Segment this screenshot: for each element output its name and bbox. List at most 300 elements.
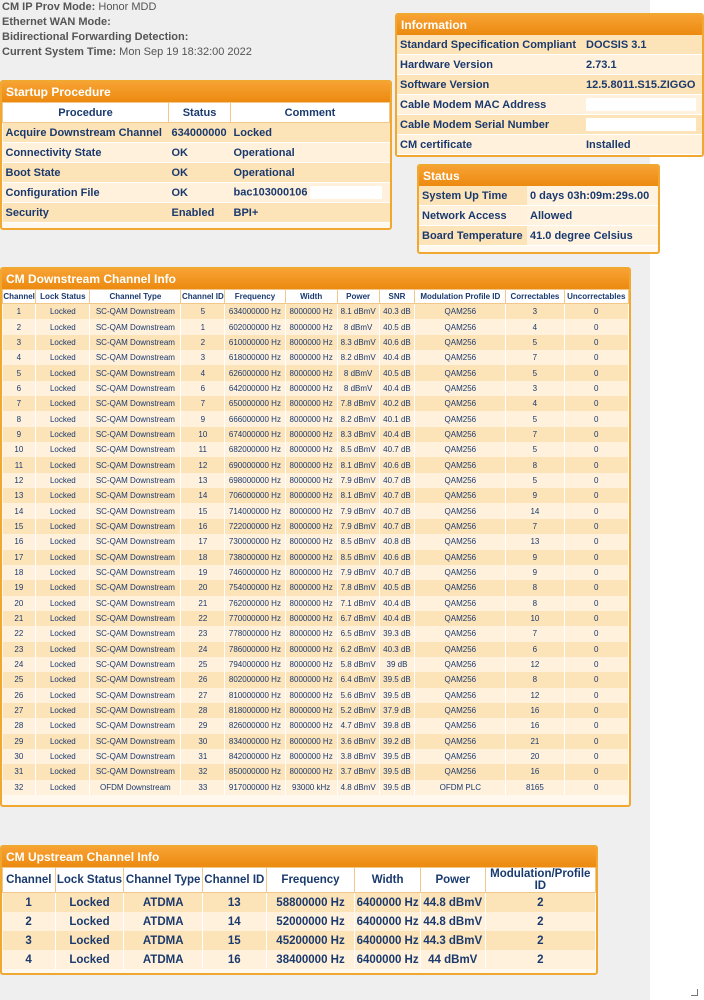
- downstream-cell: 40.4 dB: [379, 427, 415, 442]
- downstream-cell: 27: [3, 703, 36, 718]
- downstream-cell: 11: [181, 442, 225, 457]
- downstream-cell: 8000000 Hz: [285, 519, 337, 534]
- status-label: Network Access: [419, 206, 527, 226]
- downstream-cell: 6.4 dBmV: [337, 672, 379, 687]
- info-row: [397, 115, 702, 135]
- downstream-cell: 14: [3, 503, 36, 518]
- downstream-cell: 0: [564, 519, 628, 534]
- downstream-cell: 8000000 Hz: [285, 304, 337, 320]
- downstream-cell: 20: [3, 596, 36, 611]
- downstream-cell: 682000000 Hz: [225, 442, 285, 457]
- downstream-cell: SC-QAM Downstream: [90, 381, 181, 396]
- downstream-cell: 0: [564, 734, 628, 749]
- downstream-cell: 8000000 Hz: [285, 442, 337, 457]
- downstream-cell: Locked: [36, 442, 90, 457]
- downstream-cell: 39.5 dB: [379, 672, 415, 687]
- downstream-cell: 8: [506, 457, 564, 472]
- status-value: 0 days 03h:09m:29s.00: [527, 186, 658, 206]
- downstream-cell: 8000000 Hz: [285, 626, 337, 641]
- downstream-header: Width: [285, 290, 337, 304]
- downstream-row: [3, 335, 629, 350]
- startup-row: [3, 203, 390, 223]
- downstream-cell: Locked: [36, 427, 90, 442]
- downstream-cell: SC-QAM Downstream: [90, 304, 181, 320]
- upstream-cell: 44.8 dBmV: [420, 893, 485, 913]
- downstream-cell: 16: [3, 534, 36, 549]
- downstream-cell: 730000000 Hz: [225, 534, 285, 549]
- info-label: Software Version: [397, 75, 583, 95]
- downstream-row: [3, 381, 629, 396]
- downstream-cell: 8000000 Hz: [285, 657, 337, 672]
- info-value: 2.73.1: [583, 55, 702, 75]
- downstream-cell: 39.5 dB: [379, 780, 415, 795]
- startup-status: 634000000: [169, 123, 231, 143]
- downstream-cell: QAM256: [415, 365, 506, 380]
- upstream-header: Channel ID: [202, 868, 266, 893]
- downstream-cell: 18: [3, 565, 36, 580]
- downstream-cell: 7: [506, 427, 564, 442]
- upstream-cell: 13: [202, 893, 266, 913]
- info-row: [397, 35, 702, 55]
- upstream-cell: ATDMA: [124, 893, 203, 913]
- downstream-row: [3, 734, 629, 749]
- downstream-cell: SC-QAM Downstream: [90, 319, 181, 334]
- downstream-cell: SC-QAM Downstream: [90, 365, 181, 380]
- downstream-cell: 0: [564, 688, 628, 703]
- downstream-cell: 626000000 Hz: [225, 365, 285, 380]
- downstream-cell: 14: [506, 503, 564, 518]
- downstream-row: [3, 411, 629, 426]
- downstream-cell: 0: [564, 473, 628, 488]
- downstream-row: [3, 749, 629, 764]
- downstream-cell: 9: [506, 565, 564, 580]
- resize-grip-icon[interactable]: [691, 989, 698, 996]
- downstream-cell: QAM256: [415, 319, 506, 334]
- downstream-cell: QAM256: [415, 764, 506, 779]
- downstream-cell: 8.2 dBmV: [337, 350, 379, 365]
- startup-comment: [231, 183, 390, 203]
- downstream-cell: Locked: [36, 749, 90, 764]
- downstream-cell: QAM256: [415, 550, 506, 565]
- downstream-cell: 3.8 dBmV: [337, 749, 379, 764]
- downstream-cell: 25: [181, 657, 225, 672]
- downstream-cell: 5: [506, 365, 564, 380]
- downstream-cell: 22: [3, 626, 36, 641]
- downstream-cell: Locked: [36, 534, 90, 549]
- downstream-cell: 8000000 Hz: [285, 596, 337, 611]
- info-value: DOCSIS 3.1: [583, 35, 702, 55]
- startup-comment: [231, 163, 390, 183]
- downstream-cell: 762000000 Hz: [225, 596, 285, 611]
- downstream-cell: Locked: [36, 488, 90, 503]
- redacted-value: [586, 118, 696, 131]
- downstream-cell: 39.5 dB: [379, 688, 415, 703]
- downstream-cell: 8: [506, 672, 564, 687]
- startup-title: Startup Procedure: [2, 82, 390, 102]
- downstream-cell: 7.1 dBmV: [337, 596, 379, 611]
- downstream-cell: 30: [3, 749, 36, 764]
- downstream-cell: 8.3 dBmV: [337, 335, 379, 350]
- downstream-cell: Locked: [36, 764, 90, 779]
- redacted-value: [586, 98, 696, 111]
- upstream-cell: Locked: [55, 950, 124, 969]
- downstream-cell: 746000000 Hz: [225, 565, 285, 580]
- downstream-cell: QAM256: [415, 611, 506, 626]
- downstream-cell: 4.8 dBmV: [337, 780, 379, 795]
- downstream-cell: 13: [3, 488, 36, 503]
- downstream-cell: 0: [564, 780, 628, 795]
- startup-status: OK: [169, 183, 231, 203]
- downstream-cell: SC-QAM Downstream: [90, 427, 181, 442]
- startup-comment-text: Operational: [233, 146, 295, 159]
- downstream-cell: 7.9 dBmV: [337, 503, 379, 518]
- downstream-cell: SC-QAM Downstream: [90, 550, 181, 565]
- startup-status: OK: [169, 143, 231, 163]
- startup-procedure: Connectivity State: [3, 143, 169, 163]
- upstream-cell: 38400000 Hz: [266, 950, 355, 969]
- downstream-cell: 0: [564, 550, 628, 565]
- downstream-cell: 3.7 dBmV: [337, 764, 379, 779]
- downstream-cell: SC-QAM Downstream: [90, 688, 181, 703]
- downstream-cell: 8000000 Hz: [285, 734, 337, 749]
- downstream-cell: 9: [3, 427, 36, 442]
- downstream-cell: QAM256: [415, 580, 506, 595]
- bfd: Bidirectional Forwarding Detection:: [2, 31, 189, 43]
- downstream-cell: 8000000 Hz: [285, 365, 337, 380]
- downstream-cell: 7.9 dBmV: [337, 519, 379, 534]
- upstream-row: [3, 931, 596, 950]
- downstream-cell: Locked: [36, 611, 90, 626]
- downstream-cell: 16: [181, 519, 225, 534]
- status-label: Board Temperature: [419, 226, 527, 246]
- downstream-cell: 10: [181, 427, 225, 442]
- downstream-row: [3, 519, 629, 534]
- information-panel: [395, 13, 704, 157]
- downstream-cell: 8000000 Hz: [285, 580, 337, 595]
- downstream-cell: SC-QAM Downstream: [90, 718, 181, 733]
- upstream-header: Channel Type: [124, 868, 203, 893]
- info-value: 12.5.8011.S15.ZIGGO: [583, 75, 702, 95]
- downstream-cell: 6.7 dBmV: [337, 611, 379, 626]
- downstream-cell: QAM256: [415, 304, 506, 320]
- downstream-cell: 3.6 dBmV: [337, 734, 379, 749]
- downstream-cell: 17: [181, 534, 225, 549]
- downstream-cell: Locked: [36, 304, 90, 320]
- downstream-cell: Locked: [36, 411, 90, 426]
- upstream-cell: 1: [3, 893, 56, 913]
- downstream-cell: 642000000 Hz: [225, 381, 285, 396]
- upstream-cell: ATDMA: [124, 931, 203, 950]
- downstream-row: [3, 503, 629, 518]
- downstream-cell: 0: [564, 565, 628, 580]
- upstream-cell: 44 dBmV: [420, 950, 485, 969]
- downstream-cell: 2: [181, 335, 225, 350]
- downstream-cell: 2: [3, 319, 36, 334]
- startup-status: Enabled: [169, 203, 231, 223]
- downstream-cell: 10: [3, 442, 36, 457]
- downstream-cell: 28: [181, 703, 225, 718]
- downstream-cell: 0: [564, 350, 628, 365]
- downstream-cell: 722000000 Hz: [225, 519, 285, 534]
- downstream-cell: 8000000 Hz: [285, 718, 337, 733]
- downstream-cell: 8000000 Hz: [285, 427, 337, 442]
- downstream-cell: QAM256: [415, 688, 506, 703]
- downstream-cell: SC-QAM Downstream: [90, 626, 181, 641]
- downstream-cell: 0: [564, 381, 628, 396]
- downstream-row: [3, 396, 629, 411]
- downstream-cell: 40.4 dB: [379, 596, 415, 611]
- downstream-cell: 8000000 Hz: [285, 396, 337, 411]
- downstream-cell: 23: [3, 642, 36, 657]
- downstream-row: [3, 596, 629, 611]
- downstream-cell: 6: [181, 381, 225, 396]
- downstream-cell: 690000000 Hz: [225, 457, 285, 472]
- downstream-cell: 13: [181, 473, 225, 488]
- downstream-cell: 818000000 Hz: [225, 703, 285, 718]
- startup-comment-text: Operational: [233, 166, 295, 179]
- status-value: Allowed: [527, 206, 658, 226]
- startup-procedure: Acquire Downstream Channel: [3, 123, 169, 143]
- downstream-cell: 10: [506, 611, 564, 626]
- downstream-cell: 0: [564, 657, 628, 672]
- downstream-cell: 826000000 Hz: [225, 718, 285, 733]
- downstream-cell: 40.4 dB: [379, 350, 415, 365]
- downstream-cell: 0: [564, 457, 628, 472]
- downstream-cell: 8 dBmV: [337, 319, 379, 334]
- downstream-cell: QAM256: [415, 427, 506, 442]
- downstream-cell: 0: [564, 764, 628, 779]
- downstream-cell: QAM256: [415, 503, 506, 518]
- upstream-row: [3, 893, 596, 913]
- downstream-cell: 6: [506, 642, 564, 657]
- downstream-cell: 12: [506, 688, 564, 703]
- upstream-cell: 14: [202, 912, 266, 931]
- upstream-cell: ATDMA: [124, 912, 203, 931]
- downstream-cell: 40.5 dB: [379, 580, 415, 595]
- upstream-header: Channel: [3, 868, 56, 893]
- downstream-cell: 20: [506, 749, 564, 764]
- upstream-cell: 3: [3, 931, 56, 950]
- downstream-cell: 40.4 dB: [379, 611, 415, 626]
- upstream-cell: 6400000 Hz: [355, 893, 420, 913]
- information-table: [397, 35, 702, 155]
- downstream-cell: 7: [3, 396, 36, 411]
- startup-row: [3, 123, 390, 143]
- downstream-row: [3, 457, 629, 472]
- downstream-cell: SC-QAM Downstream: [90, 457, 181, 472]
- downstream-cell: QAM256: [415, 534, 506, 549]
- downstream-cell: Locked: [36, 580, 90, 595]
- downstream-cell: Locked: [36, 626, 90, 641]
- downstream-cell: 7.9 dBmV: [337, 565, 379, 580]
- upstream-cell: 2: [485, 931, 595, 950]
- downstream-cell: 0: [564, 580, 628, 595]
- downstream-row: [3, 534, 629, 549]
- downstream-cell: 40.5 dB: [379, 365, 415, 380]
- downstream-cell: 40.7 dB: [379, 503, 415, 518]
- downstream-cell: Locked: [36, 688, 90, 703]
- downstream-cell: OFDM PLC: [415, 780, 506, 795]
- downstream-cell: Locked: [36, 565, 90, 580]
- downstream-cell: 0: [564, 503, 628, 518]
- startup-header: Comment: [231, 103, 390, 123]
- downstream-cell: 754000000 Hz: [225, 580, 285, 595]
- upstream-cell: Locked: [55, 912, 124, 931]
- downstream-cell: 0: [564, 611, 628, 626]
- downstream-cell: 842000000 Hz: [225, 749, 285, 764]
- downstream-cell: 27: [181, 688, 225, 703]
- downstream-cell: SC-QAM Downstream: [90, 503, 181, 518]
- info-value: [583, 115, 702, 135]
- downstream-header: SNR: [379, 290, 415, 304]
- downstream-cell: 21: [506, 734, 564, 749]
- downstream-cell: 14: [181, 488, 225, 503]
- startup-table: [2, 102, 390, 223]
- downstream-cell: Locked: [36, 672, 90, 687]
- downstream-cell: 12: [181, 457, 225, 472]
- downstream-cell: 40.5 dB: [379, 319, 415, 334]
- downstream-cell: 610000000 Hz: [225, 335, 285, 350]
- downstream-cell: 4: [506, 396, 564, 411]
- downstream-cell: 39 dB: [379, 657, 415, 672]
- upstream-cell: 2: [3, 912, 56, 931]
- downstream-cell: SC-QAM Downstream: [90, 657, 181, 672]
- downstream-cell: QAM256: [415, 350, 506, 365]
- status-label: System Up Time: [419, 186, 527, 206]
- downstream-cell: 0: [564, 749, 628, 764]
- downstream-cell: Locked: [36, 473, 90, 488]
- downstream-cell: Locked: [36, 319, 90, 334]
- downstream-cell: 5: [506, 442, 564, 457]
- downstream-cell: 16: [506, 764, 564, 779]
- downstream-cell: 26: [181, 672, 225, 687]
- downstream-cell: 40.8 dB: [379, 534, 415, 549]
- downstream-cell: QAM256: [415, 657, 506, 672]
- downstream-cell: 28: [3, 718, 36, 733]
- downstream-cell: 8000000 Hz: [285, 381, 337, 396]
- downstream-cell: Locked: [36, 457, 90, 472]
- downstream-cell: SC-QAM Downstream: [90, 534, 181, 549]
- downstream-cell: 8.5 dBmV: [337, 550, 379, 565]
- downstream-cell: 0: [564, 642, 628, 657]
- downstream-cell: 0: [564, 319, 628, 334]
- downstream-cell: 3: [181, 350, 225, 365]
- downstream-row: [3, 657, 629, 672]
- downstream-cell: 4: [506, 319, 564, 334]
- downstream-cell: 8000000 Hz: [285, 749, 337, 764]
- downstream-cell: 8000000 Hz: [285, 611, 337, 626]
- downstream-cell: Locked: [36, 642, 90, 657]
- system-time: Current System Time: Mon Sep 19 18:32:00 2022: [2, 46, 252, 58]
- downstream-cell: Locked: [36, 703, 90, 718]
- downstream-cell: 917000000 Hz: [225, 780, 285, 795]
- information-title: Information: [397, 15, 702, 35]
- upstream-header: Lock Status: [55, 868, 124, 893]
- downstream-row: [3, 488, 629, 503]
- downstream-cell: SC-QAM Downstream: [90, 611, 181, 626]
- downstream-cell: 4: [181, 365, 225, 380]
- downstream-cell: 40.3 dB: [379, 304, 415, 320]
- downstream-header: Power: [337, 290, 379, 304]
- upstream-cell: Locked: [55, 931, 124, 950]
- status-row: [419, 226, 658, 246]
- downstream-cell: 602000000 Hz: [225, 319, 285, 334]
- downstream-cell: 8 dBmV: [337, 381, 379, 396]
- downstream-table: [2, 289, 629, 795]
- downstream-cell: 31: [181, 749, 225, 764]
- downstream-cell: 0: [564, 427, 628, 442]
- downstream-cell: 810000000 Hz: [225, 688, 285, 703]
- startup-comment: [231, 143, 390, 163]
- downstream-row: [3, 764, 629, 779]
- downstream-cell: Locked: [36, 657, 90, 672]
- downstream-cell: SC-QAM Downstream: [90, 350, 181, 365]
- downstream-cell: SC-QAM Downstream: [90, 749, 181, 764]
- status-value: 41.0 degree Celsius: [527, 226, 658, 246]
- downstream-cell: 8000000 Hz: [285, 565, 337, 580]
- upstream-cell: 44.8 dBmV: [420, 912, 485, 931]
- downstream-row: [3, 780, 629, 795]
- upstream-cell: 15: [202, 931, 266, 950]
- downstream-cell: 8000000 Hz: [285, 319, 337, 334]
- downstream-cell: 39.5 dB: [379, 749, 415, 764]
- downstream-cell: 5.6 dBmV: [337, 688, 379, 703]
- downstream-cell: QAM256: [415, 473, 506, 488]
- downstream-cell: 32: [181, 764, 225, 779]
- downstream-header: Uncorrectables: [564, 290, 628, 304]
- downstream-row: [3, 611, 629, 626]
- downstream-cell: 8: [3, 411, 36, 426]
- downstream-cell: 15: [181, 503, 225, 518]
- downstream-cell: Locked: [36, 350, 90, 365]
- downstream-cell: 12: [3, 473, 36, 488]
- downstream-cell: 5: [3, 365, 36, 380]
- downstream-cell: 674000000 Hz: [225, 427, 285, 442]
- downstream-cell: 7: [181, 396, 225, 411]
- downstream-cell: 8165: [506, 780, 564, 795]
- status-title: Status: [419, 166, 658, 186]
- downstream-cell: QAM256: [415, 519, 506, 534]
- top-info: [2, 0, 252, 60]
- downstream-cell: 6.2 dBmV: [337, 642, 379, 657]
- downstream-cell: 40.4 dB: [379, 381, 415, 396]
- downstream-cell: QAM256: [415, 381, 506, 396]
- downstream-cell: SC-QAM Downstream: [90, 565, 181, 580]
- downstream-cell: 778000000 Hz: [225, 626, 285, 641]
- downstream-cell: 33: [181, 780, 225, 795]
- downstream-cell: 3: [506, 304, 564, 320]
- downstream-cell: SC-QAM Downstream: [90, 672, 181, 687]
- downstream-cell: 40.6 dB: [379, 335, 415, 350]
- status-table: [419, 186, 658, 246]
- downstream-cell: 0: [564, 596, 628, 611]
- downstream-row: [3, 580, 629, 595]
- downstream-cell: 8000000 Hz: [285, 764, 337, 779]
- downstream-cell: Locked: [36, 335, 90, 350]
- downstream-cell: SC-QAM Downstream: [90, 335, 181, 350]
- downstream-cell: Locked: [36, 519, 90, 534]
- downstream-cell: QAM256: [415, 642, 506, 657]
- downstream-cell: 40.7 dB: [379, 488, 415, 503]
- downstream-cell: QAM256: [415, 565, 506, 580]
- downstream-cell: 26: [3, 688, 36, 703]
- downstream-cell: 666000000 Hz: [225, 411, 285, 426]
- redacted-value: [310, 186, 382, 199]
- downstream-cell: 5: [506, 335, 564, 350]
- downstream-cell: QAM256: [415, 596, 506, 611]
- downstream-cell: 39.8 dB: [379, 718, 415, 733]
- downstream-cell: 1: [3, 304, 36, 320]
